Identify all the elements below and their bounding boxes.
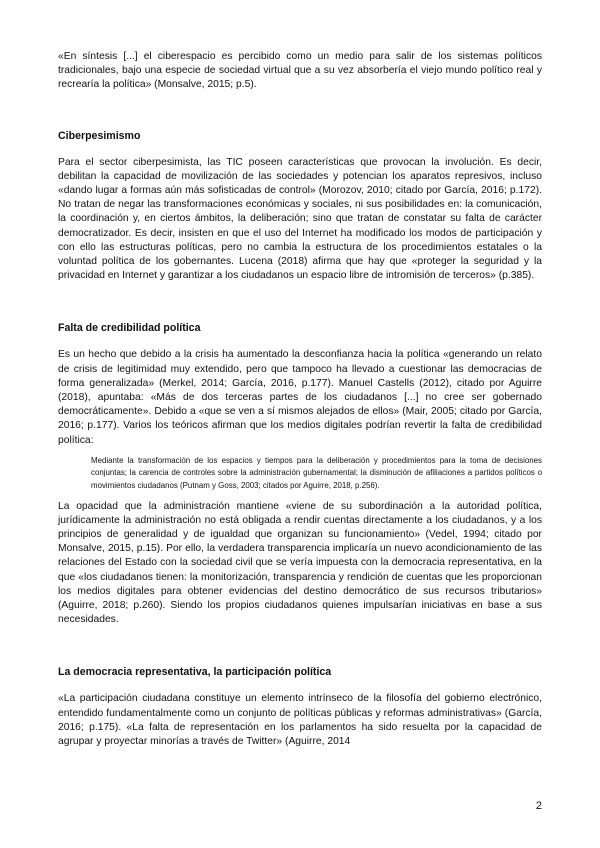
section-falta-credibilidad <box>58 321 542 627</box>
section-paragraph: Para el sector ciberpesimista, las TIC poseen características que provocan la involución. Es decir, debilitan la capacidad de movilización de las sociedades y potencian los aparatos represivos, incluso «dando lugar a formas aún más sofisticadas de control» (Morozov, 2010; citado por García, 2016; p.172). No tratan de negar las transformaciones económicas y sociales, ni sus posibilidades en: la comunicación, la coordinación y, en ciertos ámbitos, la deliberación; sino que tratan de constatar su falta de carácter democratizador. Es decir, insisten en que el uso del Internet ha modificado los modos de participación y con ello las estructuras políticas, pero no cambia la estructura de los procedimientos estatales o la voluntad política de los gobernantes. Lucena (2018) afirma que hay que «proteger la seguridad y la privacidad en Internet y garantizar a los ciudadanos un espacio libre de intromisión de terceros» (p.385). <box>58 156 542 282</box>
page-number: 2 <box>535 800 542 812</box>
section-heading: Falta de credibilidad política <box>58 322 201 335</box>
section-heading: La democracia representativa, la participación política <box>58 666 332 679</box>
intro-quote: «En síntesis [...] el ciberespacio es percibido como un medio para salir de los sistemas políticos tradicionales, bajo una especie de sociedad virtual que a su vez absorbería el viejo mundo político real y recrearía la política» (Monsalve, 2015; p.5). <box>58 51 542 91</box>
section-heading: Ciberpesimismo <box>58 129 141 142</box>
section-paragraph: Es un hecho que debido a la crisis ha aumentado la desconfianza hacia la política «generando un relato de crisis de legitimidad muy extendido, pero que tampoco ha llevado a cuestionar las democracias de forma generalizada» (Merkel, 2014; García, 2016, p.177). Manuel Castells (2012), citado por Aguirre (2018), apuntaba: «Más de dos terceras partes de los ciudadanos [...] no cree ser gobernado democráticamente». Debido a «que se ven a sí mismos alejados de ellos» (Mair, 2005; citado por García, 2016; p.177). Varios los teóricos afirman que los medios digitales podrían revertir la falta de credibilidad política: <box>58 349 542 446</box>
section-democracia-representativa <box>58 665 542 749</box>
section-paragraph-after-quote: La opacidad que la administración mantiene «viene de su subordinación a la autoridad política, jurídicamente la administración no está obligada a rendir cuentas directamente a los ciudadanos, y a los principios de generalidad y de igualdad que organizan su funcionamiento» (Vedel, 1994; citado por Monsalve, 2015, p.15). Por ello, la verdadera transparencia implicaría un nuevo acondicionamiento de las relaciones del Estado con la sociedad civil que se vería impuesta con la democracia representativa, en la que «los ciudadanos tienen: la monitorización, transparencia y rendición de cuentas que les proporcionan los medios digitales para obtener evidencias del destino democrático de sus recursos tributarios» (Aguirre, 2018; p.260). Siendo los propios ciudadanos quienes impulsarían iniciativas en base a sus necesidades. <box>58 500 542 626</box>
block-quote: Mediante la transformación de los espacios y tiempos para la deliberación y procedimientos para la toma de decisiones conjuntas; la carencia de controles sobre la administración gubernamental; la disminución de afiliaciones a partidos políticos o movimientos ciudadanos (Putnam y Goss, 2003; citados por Aguirre, 2018, p.256). <box>91 455 542 491</box>
section-paragraph: «La participación ciudadana constituye un elemento intrínseco de la filosofía del gobierno electrónico, entendido fundamentalmente como un conjunto de políticas públicas y reformas administrativas» (García, 2016; p.175). «La falta de representación en los parlamentos ha sido resuelta por la capacidad de agrupar y proyectar minorías a través de Twitter» (Aguirre, 2014 <box>58 693 542 748</box>
section-ciberpesimismo <box>58 129 542 284</box>
page-content <box>58 50 542 787</box>
